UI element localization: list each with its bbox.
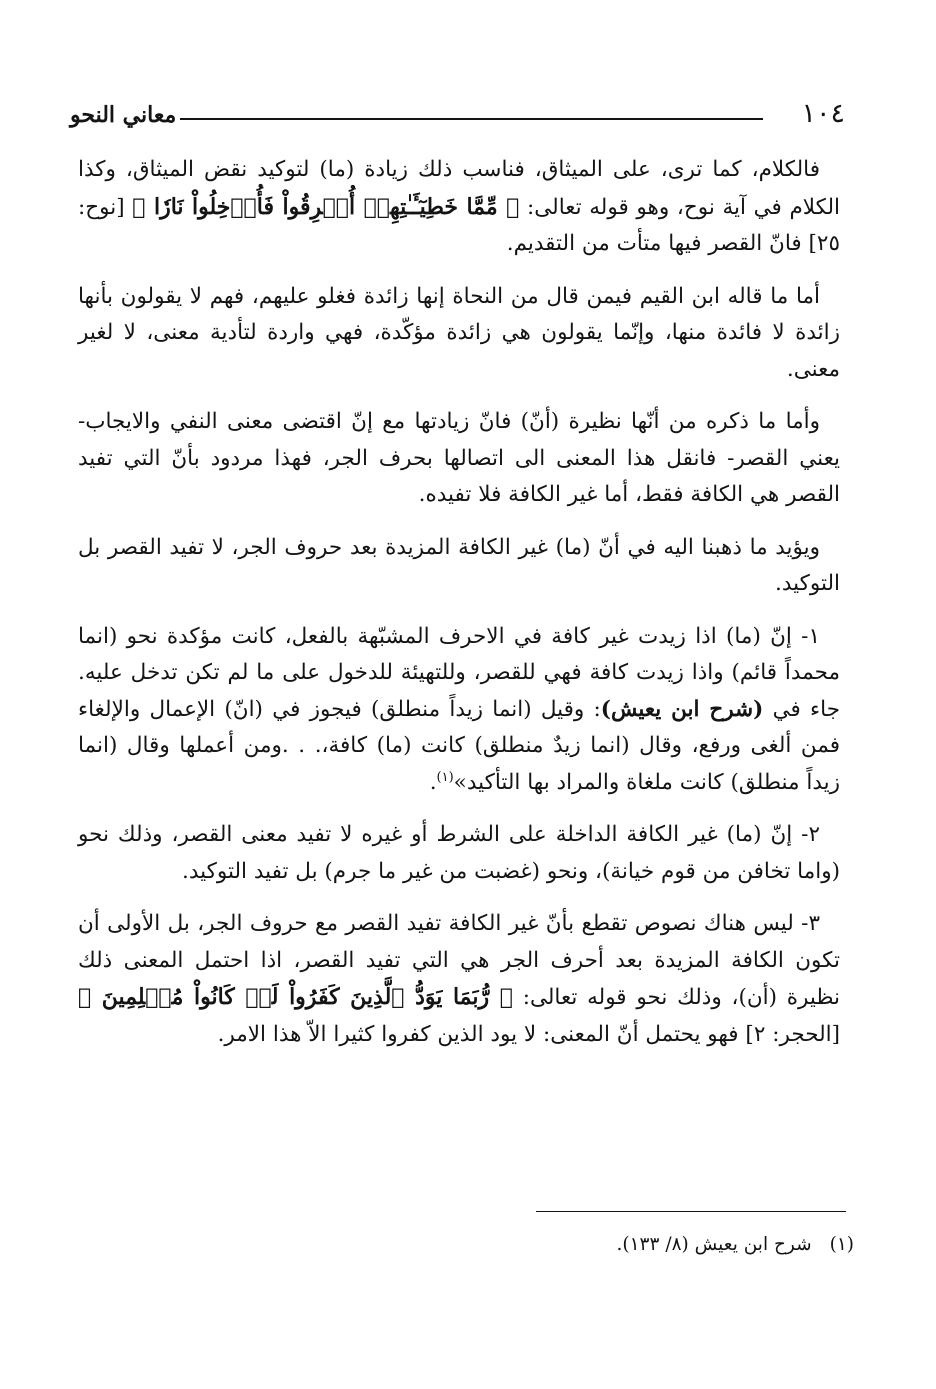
paragraph-7 bbox=[78, 906, 840, 1053]
paragraph-4: ويؤيد ما ذهبنا اليه في أنّ (ما) غير الكافة المزيدة بعد حروف الجر، لا تفيد القصر بل التوكيد. bbox=[78, 534, 840, 596]
book-title: معاني النحو bbox=[70, 102, 177, 128]
paragraph-5 bbox=[78, 619, 840, 802]
paragraph-6: ٢- إنّ (ما) غير الكافة الداخلة على الشرط أو غيره لا تفيد معنى القصر، وذلك نحو (واما تخافن من قوم خيانة)، ونحو (غضبت من غير ما جرم) بل تفيد التوكيد. bbox=[78, 822, 840, 884]
paragraph-7-text-b: [الحجر: ٢] فهو يحتمل أنّ المعنى: لا يود الذين كفروا كثيرا الاّ هذا الامر. bbox=[217, 1021, 840, 1047]
footnote-reference[interactable]: (١) bbox=[436, 769, 454, 785]
footnote-rule bbox=[536, 1211, 846, 1212]
paragraph-2: أما ما قاله ابن القيم فيمن قال من النحاة إنها زائدة فغلو عليهم، فهم لا يقولون بأنها زائدة لا فائدة منها، وإنّما يقولون هي زائدة مؤكّدة، فهي واردة لتأدية معنى، لا لغير معنى. bbox=[78, 283, 840, 382]
quran-verse-hijr: ﴿ رُّبَمَا يَوَدُّ ٱلَّذِينَ كَفَرُواْ لَوۡ كَانُواْ مُسۡلِمِينَ ﴾ bbox=[78, 984, 513, 1010]
paragraph-5-text-a: ١- إنّ (ما) اذا زيدت غير كافة في الاحرف المشبّهة بالفعل، كانت مؤكدة نحو (انما محمداً قائم) واذا زيدت كافة فهي للقصر، وللتهيئة للدخول على ما لم تكن تدخل عليه. جاء في bbox=[78, 623, 840, 722]
header-rule bbox=[180, 118, 763, 120]
paragraph-7-text-a: ٣- ليس هناك نصوص تقطع بأنّ غير الكافة تفيد القصر مع حروف الجر، بل الأولى أن تكون الكافة المزيدة بعد أحرف الجر هي التي تفيد القصر، اذا احتمل المعنى ذلك نظيرة (أن)، وذلك نحو قوله تعالى: bbox=[78, 911, 840, 1010]
paragraph-1 bbox=[78, 152, 840, 263]
paragraph-3: وأما ما ذكره من أنّها نظيرة (أنّ) فانّ زيادتها مع إنّ اقتضى معنى النفي والايجاب- يعني القصر- فانقل هذا المعنى الى اتصالها بحرف الجر، فهذا مردود بأنّ التي تفيد القصر هي الكافة فقط، أما غير الكافة فلا تفيده. bbox=[78, 409, 840, 507]
footnote bbox=[254, 1230, 854, 1260]
paragraph-5-text-b: : وقيل (انما زيداً منطلق) فيجوز في (انّ) الإعمال والإلغاء فمن ألغى ورفع، وقال (انما زيدٌ منطلق) كانت (ما) كافة،. . .ومن أعملها وقال (انما زيداً منطلق) كانت ملغاة والمراد بها التأكيد» bbox=[78, 696, 840, 795]
page-number: ١٠٤ bbox=[801, 98, 845, 129]
footnote-number: (١) bbox=[829, 1234, 854, 1255]
source-title: (شرح ابن يعيش) bbox=[600, 696, 764, 722]
footnote-text: شرح ابن يعيش (٨/ ١٣٣). bbox=[616, 1234, 812, 1255]
quran-verse-nuh: ﴿ مِّمَّا خَطِيٓـَٔـٰتِهِمۡ أُغۡرِقُواْ فَأُدۡخِلُواْ نَارٗا ﴾ bbox=[132, 193, 520, 220]
body-text bbox=[78, 152, 840, 1069]
running-header bbox=[70, 96, 845, 136]
paragraph-1-text-a: فالكلام، كما ترى، على الميثاق، فناسب ذلك زيادة (ما) لتوكيد نقض الميثاق، وكذا الكلام في آية نوح، وهو قوله تعالى: bbox=[78, 157, 840, 220]
paragraph-1-text-b: [نوح: ٢٥] فانّ القصر فيها متأت من التقديم. bbox=[78, 194, 840, 256]
paragraph-5-text-c: . bbox=[429, 769, 437, 795]
